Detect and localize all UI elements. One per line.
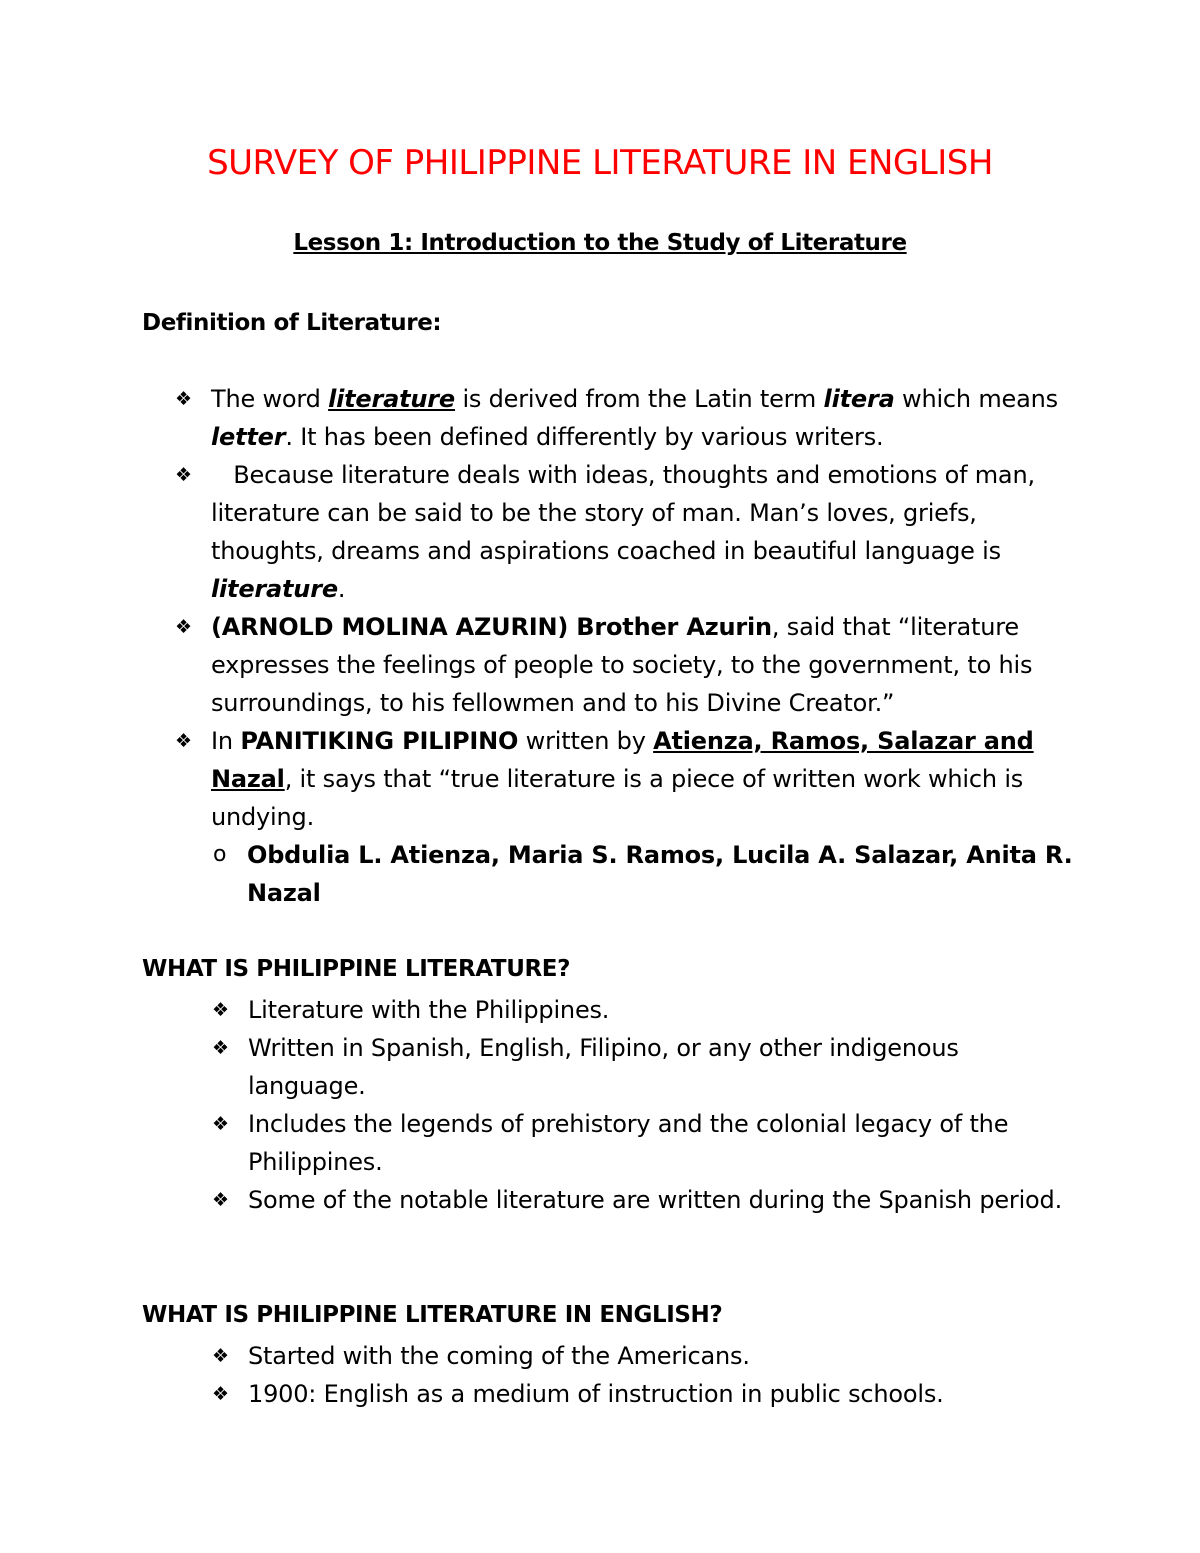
list-item [212,1375,1072,1413]
text-segment: is derived from the Latin term [455,385,824,413]
term-literature: literature [211,575,338,603]
philippine-literature-list [212,991,1072,1219]
author-name: (ARNOLD MOLINA AZURIN) Brother Azurin [211,613,772,641]
definition-list [175,380,1075,912]
diamond-bullet-icon: ❖ [212,1113,229,1135]
list-item-text: 1900: English as a medium of instruction in public schools. [248,1380,944,1408]
philippine-literature-english-list [212,1337,1072,1413]
text-segment: The word [211,385,329,413]
list-item [212,991,1072,1029]
page-title: SURVEY OF PHILIPPINE LITERATURE IN ENGLISH [207,143,993,183]
text-segment: written by [518,727,654,755]
diamond-bullet-icon: ❖ [212,1345,229,1367]
diamond-bullet-icon: ❖ [212,1037,229,1059]
list-item-text: Started with the coming of the Americans. [248,1342,750,1370]
diamond-bullet-icon: ❖ [175,616,192,638]
definition-heading: Definition of Literature: [142,310,442,336]
diamond-bullet-icon: ❖ [175,730,192,752]
list-item [175,608,1075,722]
term-litera: litera [823,385,895,413]
section-heading-philippine-literature: WHAT IS PHILIPPINE LITERATURE? [142,956,571,982]
book-title: PANITIKING PILIPINO [240,727,519,755]
term-literature: literature [328,385,456,413]
diamond-bullet-icon: ❖ [175,464,192,486]
text-segment: , said that “literature expresses the feelings of people to society, to the government, to his surroundings, to his fellowmen and to his Divine Creator.” [211,613,1033,717]
text-segment: which means [894,385,1058,413]
list-item [175,456,1075,608]
section-heading-philippine-literature-in-english: WHAT IS PHILIPPINE LITERATURE IN ENGLISH? [142,1302,723,1328]
text-segment: Because literature deals with ideas, thoughts and emotions of man, literature can be said to be the story of man. Man’s loves, griefs, thoughts, dreams and aspirations coached in beautiful language is [211,461,1043,565]
list-item-text: Written in Spanish, English, Filipino, or any other indigenous language. [248,1034,959,1100]
diamond-bullet-icon: ❖ [212,1383,229,1405]
list-item [212,1029,1072,1105]
full-author-names: Obdulia L. Atienza, Maria S. Ramos, Lucila A. Salazar, Anita R. Nazal [247,841,1073,907]
list-item [212,1105,1072,1181]
list-item [212,1337,1072,1375]
term-letter: letter [211,423,286,451]
text-segment: . [337,575,346,603]
text-segment: . It has been defined differently by various writers. [285,423,884,451]
list-item [175,722,1075,836]
diamond-bullet-icon: ❖ [212,1189,229,1211]
lesson-heading: Lesson 1: Introduction to the Study of Literature [293,230,907,256]
list-item-text: Some of the notable literature are written during the Spanish period. [248,1186,1063,1214]
sub-list-item [175,836,1075,912]
list-item-text: Literature with the Philippines. [248,996,610,1024]
circle-bullet-icon: o [213,842,227,867]
authors-list: Atienza, Ramos, Salazar and Nazal [211,727,1034,793]
text-segment: , it says that “true literature is a piece of written work which is undying. [211,765,1024,831]
list-item [212,1181,1072,1219]
text-segment: In [211,727,241,755]
list-item-text: Includes the legends of prehistory and the colonial legacy of the Philippines. [248,1110,1009,1176]
diamond-bullet-icon: ❖ [175,388,192,410]
diamond-bullet-icon: ❖ [212,999,229,1021]
list-item [175,380,1075,456]
